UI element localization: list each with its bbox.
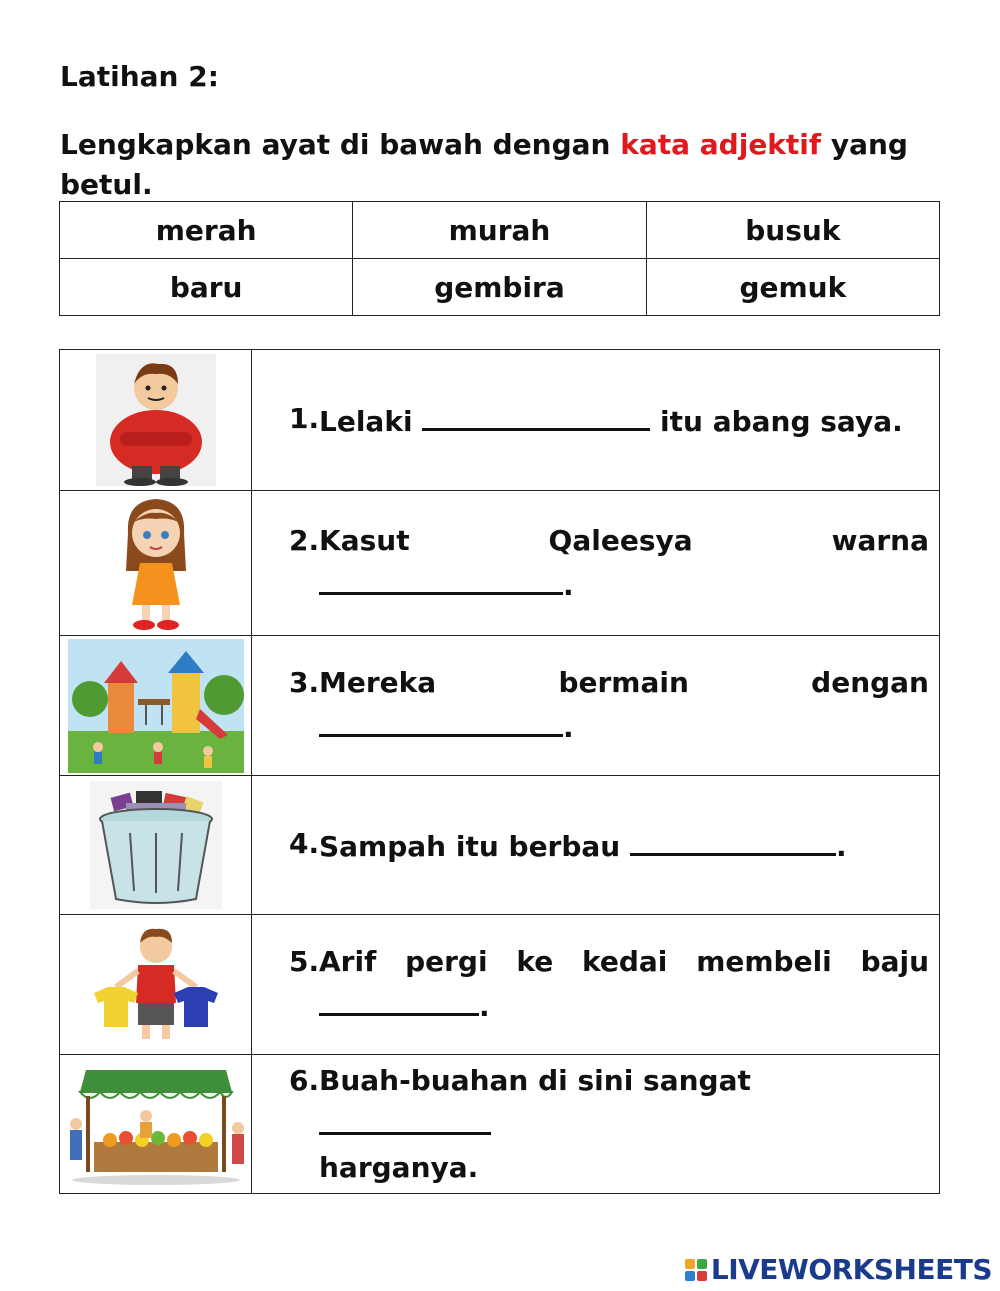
logo-text: LIVEWORKSHEETS xyxy=(710,1253,992,1286)
question-2: 2. Kasut Qaleesya warna . xyxy=(289,520,929,607)
question-3: 3. Mereka bermain dengan . xyxy=(289,662,929,749)
question-number: 1. xyxy=(289,401,320,435)
question-picture-cell xyxy=(60,491,252,636)
question-word: bermain xyxy=(558,666,689,699)
question-number: 3. xyxy=(289,666,320,699)
question-number: 4. xyxy=(289,826,320,860)
playground-icon xyxy=(68,639,244,773)
worksheet-title: Latihan 2: xyxy=(60,60,219,93)
trash-bin-icon xyxy=(90,781,222,909)
logo-block xyxy=(685,1271,695,1281)
question-text: Sampah itu berbau xyxy=(319,829,621,863)
question-picture-cell xyxy=(60,636,252,776)
question-word: Arif xyxy=(319,945,377,978)
instruction-text-after: yang betul. xyxy=(60,128,908,201)
question-number: 2. xyxy=(289,523,320,557)
answer-blank[interactable] xyxy=(319,983,479,1016)
question-word: Qaleesya xyxy=(548,523,693,557)
question-4: 4. Sampah itu berbau . xyxy=(289,823,929,868)
question-picture-cell xyxy=(60,1055,252,1194)
word-bank-cell: gembira xyxy=(353,259,646,316)
question-row xyxy=(60,776,940,915)
boy-shirts-icon xyxy=(86,923,226,1047)
question-6 xyxy=(289,1060,929,1189)
question-word: Kasut xyxy=(319,523,410,557)
word-bank-row xyxy=(60,202,940,259)
question-text: harganya. xyxy=(319,1150,479,1184)
word-bank-cell: baru xyxy=(60,259,353,316)
answer-blank[interactable] xyxy=(422,398,650,431)
logo-block xyxy=(697,1259,707,1269)
question-text: Lelaki xyxy=(319,404,413,438)
question-word: ke xyxy=(516,945,554,978)
question-word: pergi xyxy=(405,945,488,978)
question-text-cell xyxy=(252,776,940,915)
question-row xyxy=(60,915,940,1055)
word-bank-cell: busuk xyxy=(646,202,939,259)
question-text-cell xyxy=(252,636,940,776)
question-picture-cell xyxy=(60,915,252,1055)
question-text-cell xyxy=(252,350,940,491)
question-text-cell xyxy=(252,915,940,1055)
logo-icon xyxy=(685,1259,707,1281)
question-word: baju xyxy=(860,945,930,978)
question-text: Buah-buahan di sini sangat xyxy=(319,1063,751,1097)
question-row xyxy=(60,1055,940,1194)
question-word: membeli xyxy=(696,945,832,978)
question-picture-cell xyxy=(60,350,252,491)
question-text: itu abang saya. xyxy=(660,404,903,438)
question-row xyxy=(60,491,940,636)
question-word: kedai xyxy=(582,945,668,978)
word-bank xyxy=(59,201,940,316)
question-1 xyxy=(289,398,929,443)
market-stall-icon xyxy=(66,1062,246,1186)
instruction-text-before: Lengkapkan ayat di bawah dengan xyxy=(60,128,621,161)
question-word: dengan xyxy=(811,666,929,699)
liveworksheets-logo xyxy=(685,1253,992,1286)
instruction xyxy=(60,125,940,205)
answer-blank[interactable] xyxy=(630,823,836,856)
word-bank-cell: gemuk xyxy=(646,259,939,316)
question-word: Mereka xyxy=(319,666,437,699)
question-table xyxy=(59,349,940,1194)
word-bank-cell: murah xyxy=(353,202,646,259)
question-5: 5. Arif pergi ke kedai membeli baju . xyxy=(289,941,929,1028)
question-row xyxy=(60,636,940,776)
question-text-cell xyxy=(252,1055,940,1194)
girl-icon xyxy=(106,493,206,633)
question-row xyxy=(60,350,940,491)
answer-blank[interactable] xyxy=(319,1102,491,1135)
question-number: 5. xyxy=(289,945,320,978)
question-picture-cell xyxy=(60,776,252,915)
answer-blank[interactable] xyxy=(319,704,563,737)
word-bank-row xyxy=(60,259,940,316)
logo-block xyxy=(685,1259,695,1269)
word-bank-cell: merah xyxy=(60,202,353,259)
fat-man-icon xyxy=(96,354,216,486)
logo-block xyxy=(697,1271,707,1281)
question-number: 6. xyxy=(289,1063,320,1097)
question-word: warna xyxy=(831,523,930,557)
question-text-cell xyxy=(252,491,940,636)
answer-blank[interactable] xyxy=(319,562,563,595)
instruction-highlight: kata adjektif xyxy=(620,128,822,161)
